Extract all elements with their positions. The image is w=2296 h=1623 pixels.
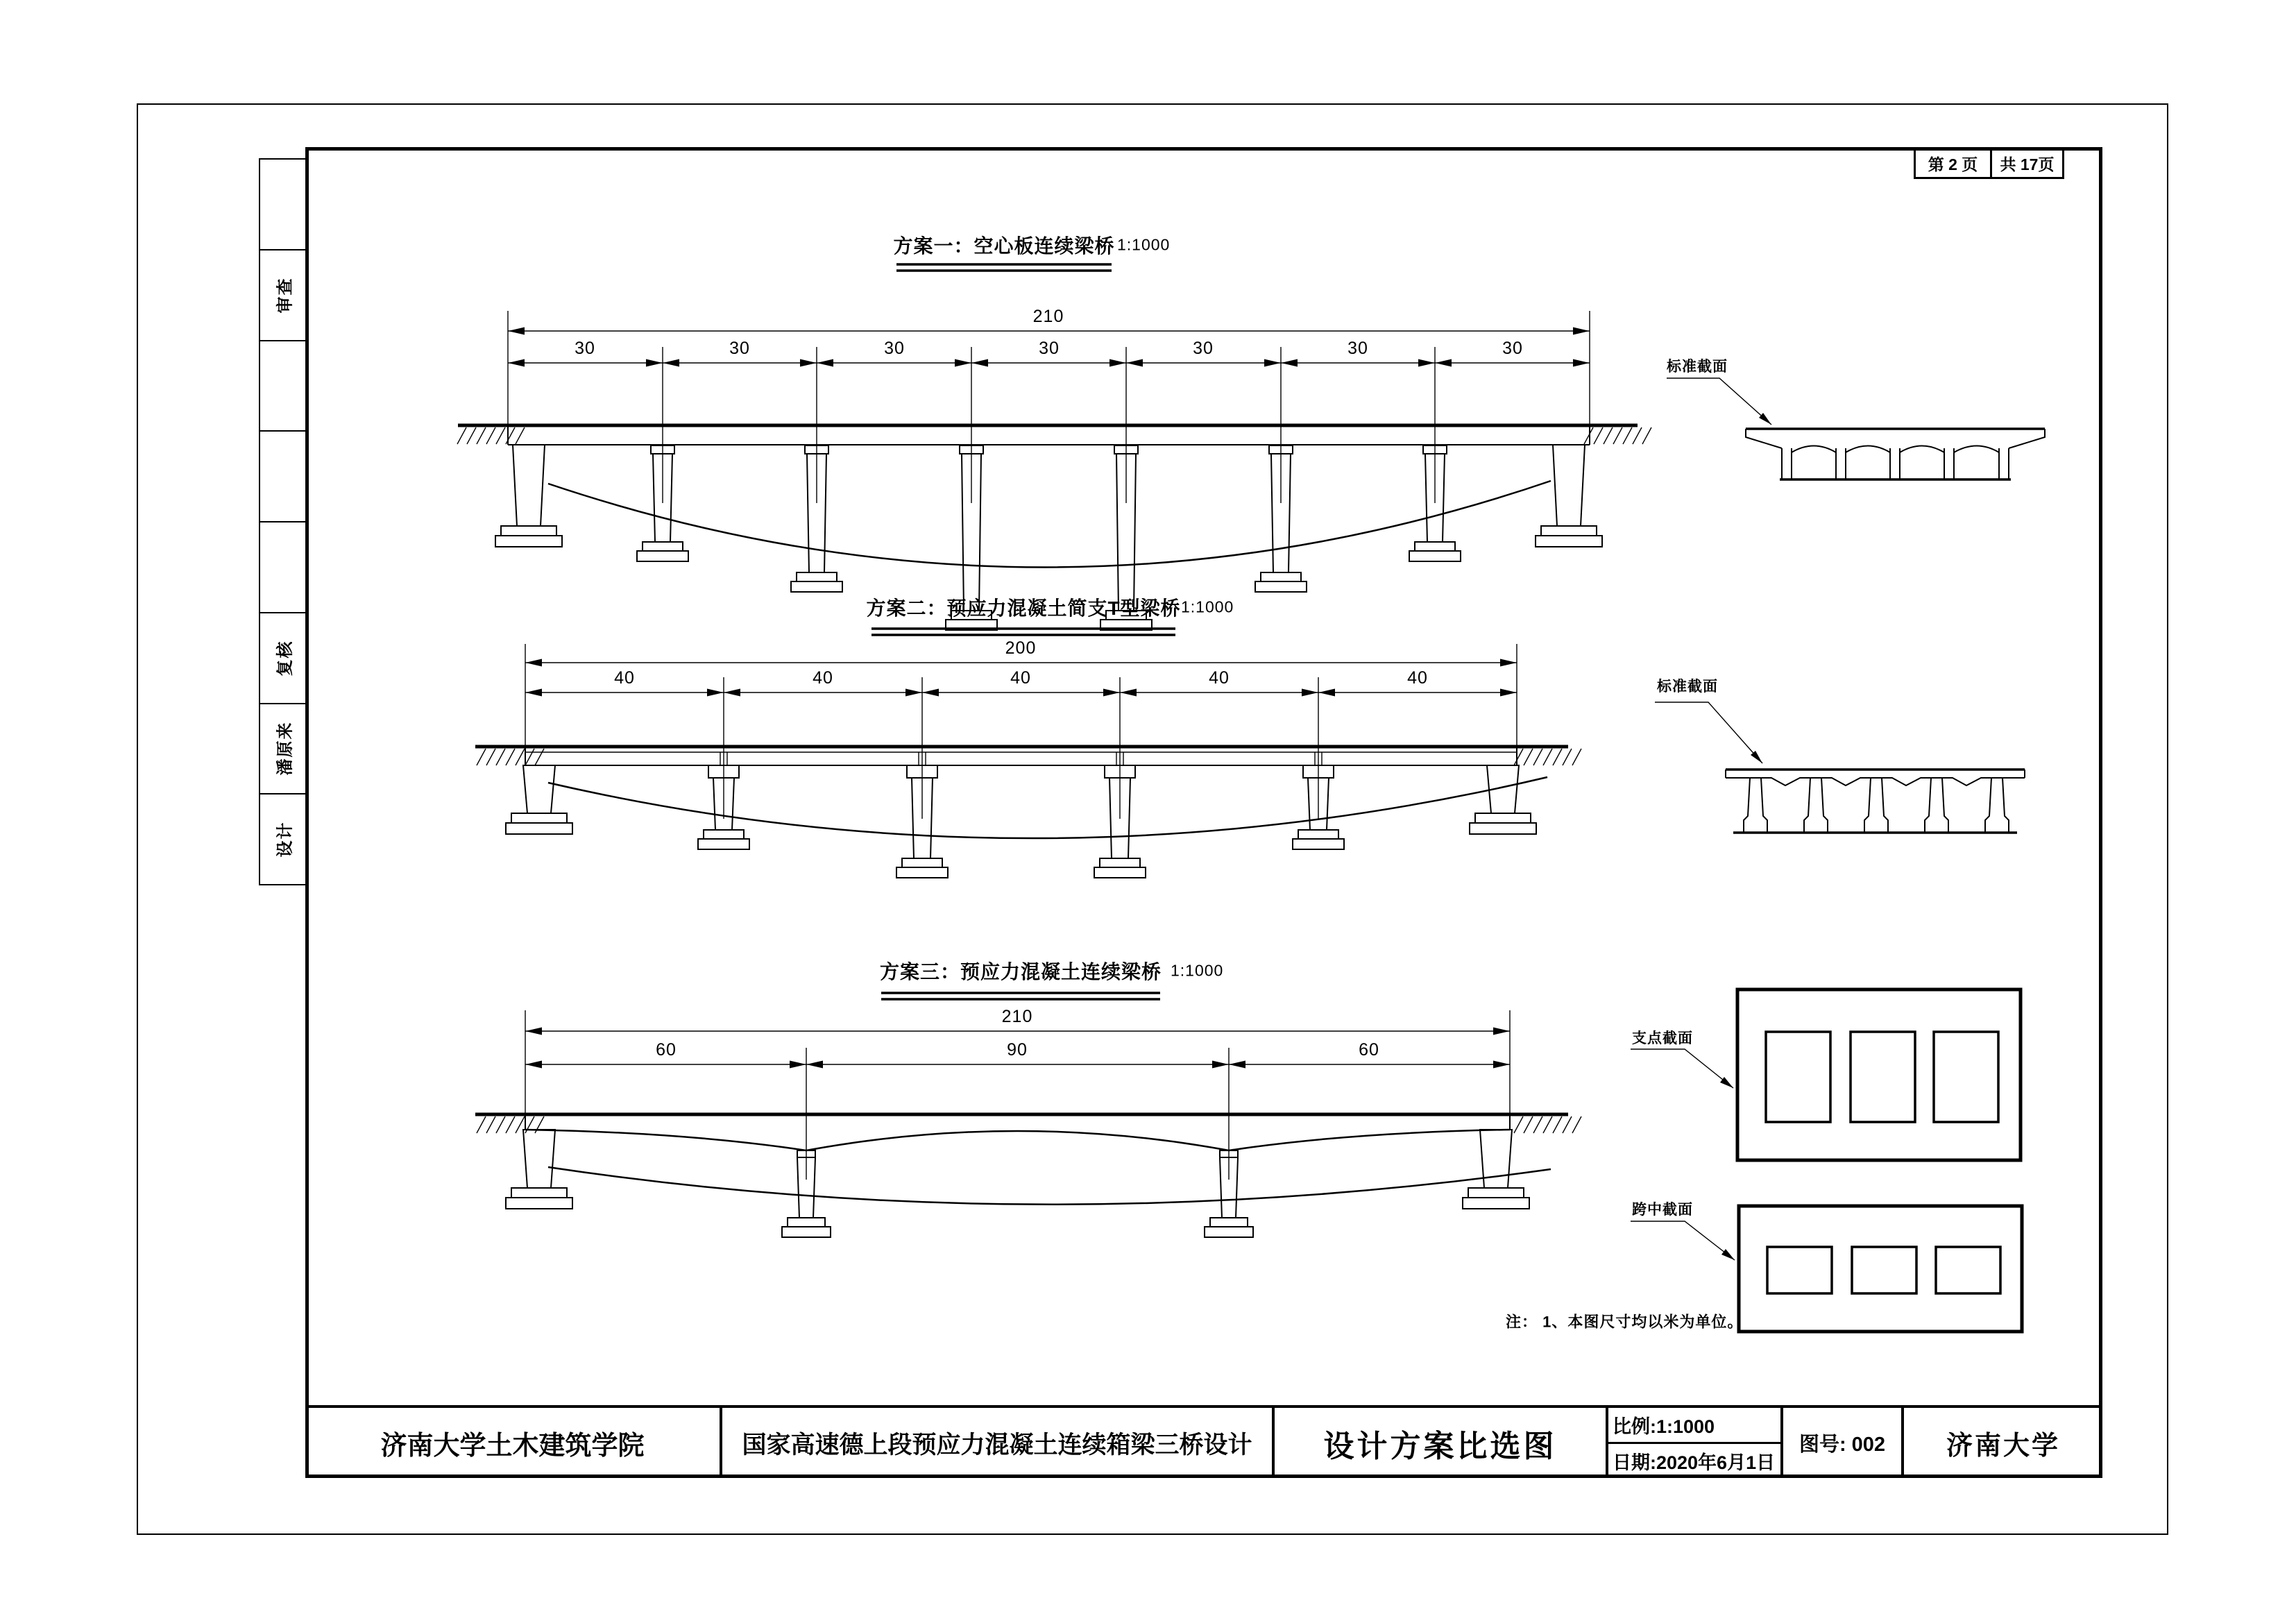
dim-span: 60 xyxy=(656,1040,677,1060)
section-label: 标准截面 xyxy=(1667,359,1728,375)
scheme3-support-section xyxy=(1631,989,2021,1160)
scheme1-section xyxy=(1667,378,2045,479)
dim-span: 30 xyxy=(1502,339,1523,358)
sheet-number: 图号: 002 xyxy=(1780,1408,1901,1478)
scheme2-section xyxy=(1655,702,2025,833)
designer-name: 潘原来 xyxy=(275,721,295,776)
dim-span: 60 xyxy=(1359,1040,1379,1060)
dim-span: 30 xyxy=(575,339,595,358)
page-total: 共 17页 xyxy=(1990,147,2064,179)
scheme3-elevation xyxy=(475,993,1581,1237)
ground-profile xyxy=(548,1167,1551,1205)
dim-span: 30 xyxy=(1347,339,1368,358)
university-name: 济南大学 xyxy=(1901,1408,2102,1478)
abutment xyxy=(506,765,572,834)
dim-total: 210 xyxy=(1032,307,1064,326)
abutment xyxy=(1536,445,1602,547)
dim-total: 200 xyxy=(1005,638,1037,658)
review-label: 审查 xyxy=(275,277,295,314)
ground-profile xyxy=(548,481,1551,568)
design-label: 设计 xyxy=(275,821,295,858)
dim-total: 210 xyxy=(1001,1007,1033,1026)
section-label: 标准截面 xyxy=(1657,679,1718,695)
dim-span: 40 xyxy=(614,668,635,688)
scheme2-scale: 1:1000 xyxy=(1181,597,1234,616)
dim-span: 40 xyxy=(1209,668,1230,688)
scheme2-title: 方案二：预应力混凝土简支T型梁桥 xyxy=(866,597,1181,619)
units-note: 注： 1、本图尺寸均以米为单位。 xyxy=(1506,1313,1744,1331)
drawing-date: 日期:2020年6月1日 xyxy=(1613,1452,1776,1473)
dim-span: 30 xyxy=(729,339,750,358)
dim-span: 90 xyxy=(1007,1040,1028,1060)
dim-span: 30 xyxy=(884,339,905,358)
project-name: 国家高速德上段预应力混凝土连续箱梁三桥设计 xyxy=(720,1408,1272,1478)
section-label: 跨中截面 xyxy=(1632,1202,1693,1218)
title-block xyxy=(305,1405,2102,1478)
ground-profile xyxy=(548,777,1547,838)
scheme2-elevation xyxy=(475,629,1581,878)
dim-span: 40 xyxy=(813,668,833,688)
dim-span: 40 xyxy=(1407,668,1428,688)
dim-span: 30 xyxy=(1039,339,1060,358)
section-label: 支点截面 xyxy=(1632,1030,1693,1046)
abutment xyxy=(1463,1130,1529,1209)
check-label: 复核 xyxy=(275,640,295,677)
college-name: 济南大学土木建筑学院 xyxy=(380,1431,645,1461)
abutment xyxy=(495,445,562,547)
abutment xyxy=(1470,765,1536,834)
drawing-title: 设计方案比选图 xyxy=(1272,1408,1606,1478)
page-number: 第 2 页 xyxy=(1914,147,1990,179)
scheme3-title: 方案三：预应力混凝土连续梁桥 xyxy=(879,961,1162,983)
scheme1-scale: 1:1000 xyxy=(1117,235,1171,254)
dim-span: 40 xyxy=(1010,668,1031,688)
drawing-scale: 比例:1:1000 xyxy=(1608,1408,1780,1444)
scheme3-scale: 1:1000 xyxy=(1171,961,1224,980)
scheme1-title: 方案一：空心板连续梁桥 xyxy=(893,235,1115,257)
dim-span: 30 xyxy=(1193,339,1214,358)
scale-date-cell xyxy=(1606,1408,1780,1478)
